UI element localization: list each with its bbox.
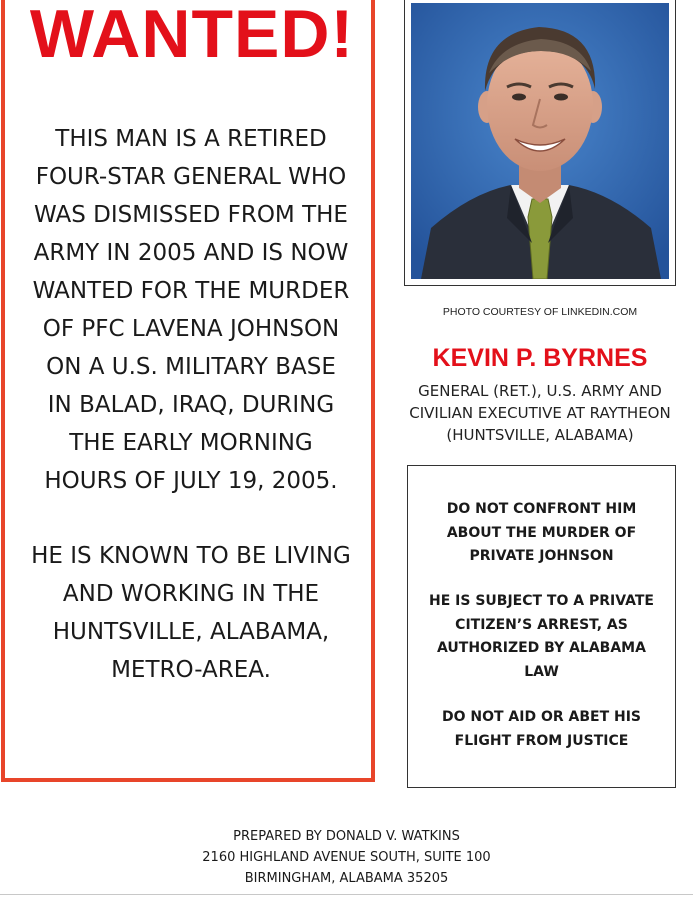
suspect-title: GENERAL (RET.), U.S. ARMY AND CIVILIAN EXECUTIVE AT RAYTHEON (HUNTSVILLE, ALABAMA) — [409, 382, 671, 444]
portrait-illustration — [411, 3, 669, 279]
wanted-headline: WANTED! — [29, 0, 355, 72]
footer-preparer: PREPARED BY DONALD V. WATKINS — [233, 829, 460, 844]
prepared-by-footer — [0, 826, 693, 889]
suspect-name: KEVIN P. BYRNES — [432, 344, 648, 372]
warning-do-not-confront: DO NOT CONFRONT HIM ABOUT THE MURDER OF PRIVATE JOHNSON — [446, 501, 637, 564]
location-description: HE IS KNOWN TO BE LIVING AND WORKING IN THE HUNTSVILLE, ALABAMA, METRO-AREA. — [31, 543, 351, 683]
bottom-divider — [0, 894, 693, 895]
warning-citizens-arrest: HE IS SUBJECT TO A PRIVATE CITIZEN’S ARREST, AS AUTHORIZED BY ALABAMA LAW — [429, 593, 654, 680]
footer-city: BIRMINGHAM, ALABAMA 35205 — [244, 871, 449, 886]
warning-do-not-aid: DO NOT AID OR ABET HIS FLIGHT FROM JUSTICE — [441, 709, 642, 749]
warning-box — [407, 465, 676, 788]
wanted-panel — [1, 0, 375, 782]
photo-credit: PHOTO COURTESY OF LINKEDIN.COM — [442, 306, 638, 318]
photo-frame — [404, 0, 676, 286]
portrait-photo — [411, 3, 669, 279]
footer-address: 2160 HIGHLAND AVENUE SOUTH, SUITE 100 — [202, 850, 491, 865]
main-description: THIS MAN IS A RETIRED FOUR-STAR GENERAL WHO WAS DISMISSED FROM THE ARMY IN 2005 AND IS NOW WANTED FOR THE MURDER OF PFC LAVENA JOHNSON ON A U.S. MILITARY BASE IN BALAD, IRAQ, DURING THE EARLY MORNING HOURS OF JULY 19, 2005. — [32, 126, 350, 494]
